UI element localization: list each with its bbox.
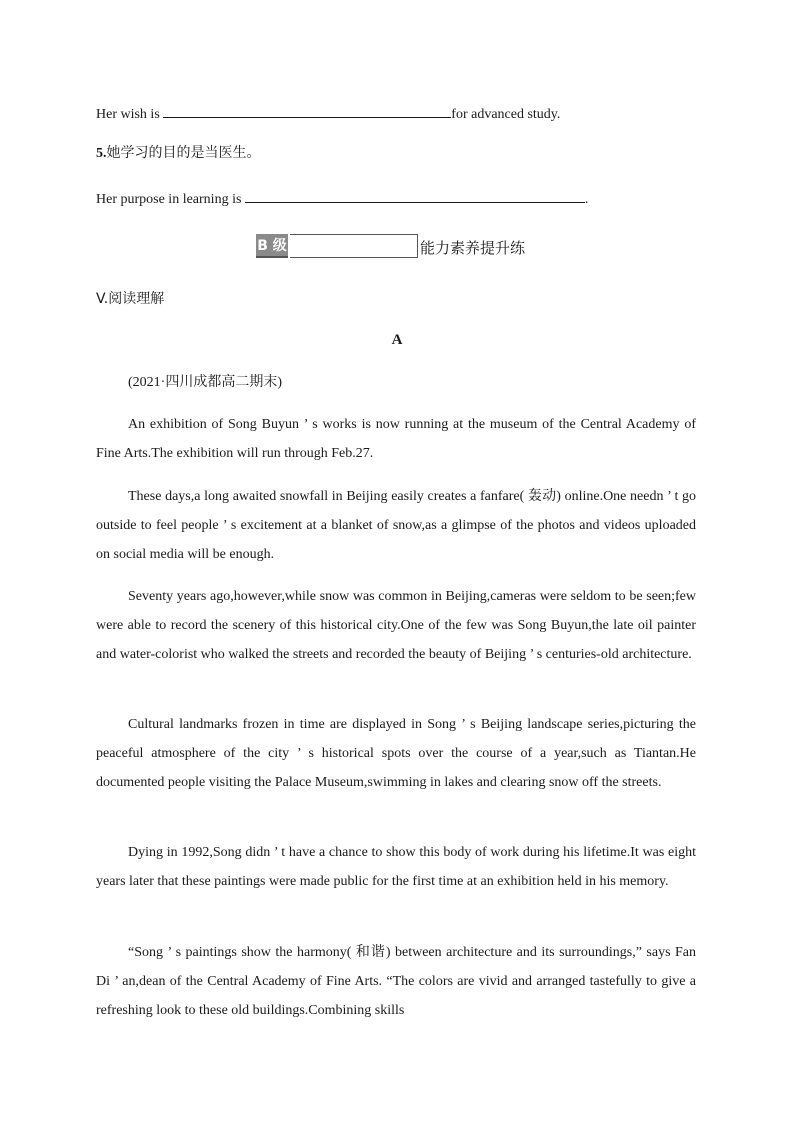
paragraph-1 — [96, 410, 696, 468]
question-5-prompt — [96, 144, 261, 163]
q4-prefix: Her wish is — [96, 107, 160, 122]
paragraph-text: “Song ’ s paintings show the harmony( 和谐) between architecture and its surroundings,” says Fan Di ’ an,dean of the Central Academy of Fine Arts. “The colors are vivid and arranged tastefully to give a refreshing look to these old buildings.Combining skills — [96, 945, 696, 1018]
paragraph-text: Dying in 1992,Song didn ’ t have a chance to show this body of work during his lifetime.It was eight years later that these paintings were made public for the first time at an exhibition held in his memory. — [96, 845, 696, 889]
question-5-line — [96, 188, 588, 209]
level-banner — [256, 230, 525, 258]
banner-label: 能力素养提升练 — [420, 239, 526, 257]
passage-source: (2021·四川成都高二期末) — [128, 375, 282, 390]
q5-answer-blank[interactable] — [245, 188, 585, 203]
q5-number: 5. — [96, 146, 107, 161]
paragraph-text: An exhibition of Song Buyun ’ s works is now running at the museum of the Central Academy of Fine Arts.The exhibition will run through Feb.27. — [96, 417, 696, 461]
paragraph-6 — [96, 938, 696, 1025]
paragraph-5 — [96, 838, 696, 896]
q5-prefix: Her purpose in learning is — [96, 192, 242, 207]
banner-box — [290, 234, 418, 258]
q4-answer-blank[interactable] — [163, 103, 451, 118]
passage-heading: A — [391, 332, 403, 348]
question-4-line — [96, 103, 560, 124]
paragraph-text: Seventy years ago,however,while snow was common in Beijing,cameras were seldom to be seen;few were able to record the scenery of this historical city.One of the few was Song Buyun,the late oil painter and water-colorist who walked the streets and recorded the beauty of Beijing ’ s centuries-old architecture. — [96, 589, 696, 662]
level-badge: B 级 — [256, 234, 288, 258]
paragraph-4 — [96, 710, 696, 797]
paragraph-text: These days,a long awaited snowfall in Beijing easily creates a fanfare( 轰动) online.One needn ’ t go outside to feel people ’ s excitement at a blanket of snow,as a glimpse of the photos and videos uploaded on social media will be enough. — [96, 489, 696, 562]
section-title: V.阅读理解 — [96, 291, 165, 307]
paragraph-2 — [96, 482, 696, 569]
paragraph-text: Cultural landmarks frozen in time are displayed in Song ’ s Beijing landscape series,picturing the peaceful atmosphere of the city ’ s historical spots over the course of a year,such as Tiantan.He documented people visiting the Palace Museum,swimming in lakes and clearing snow off the streets. — [96, 717, 696, 790]
paragraph-3 — [96, 582, 696, 669]
q5-suffix: . — [584, 192, 589, 207]
q4-suffix: for advanced study. — [451, 107, 561, 122]
q5-chinese: 她学习的目的是当医生。 — [106, 145, 261, 161]
